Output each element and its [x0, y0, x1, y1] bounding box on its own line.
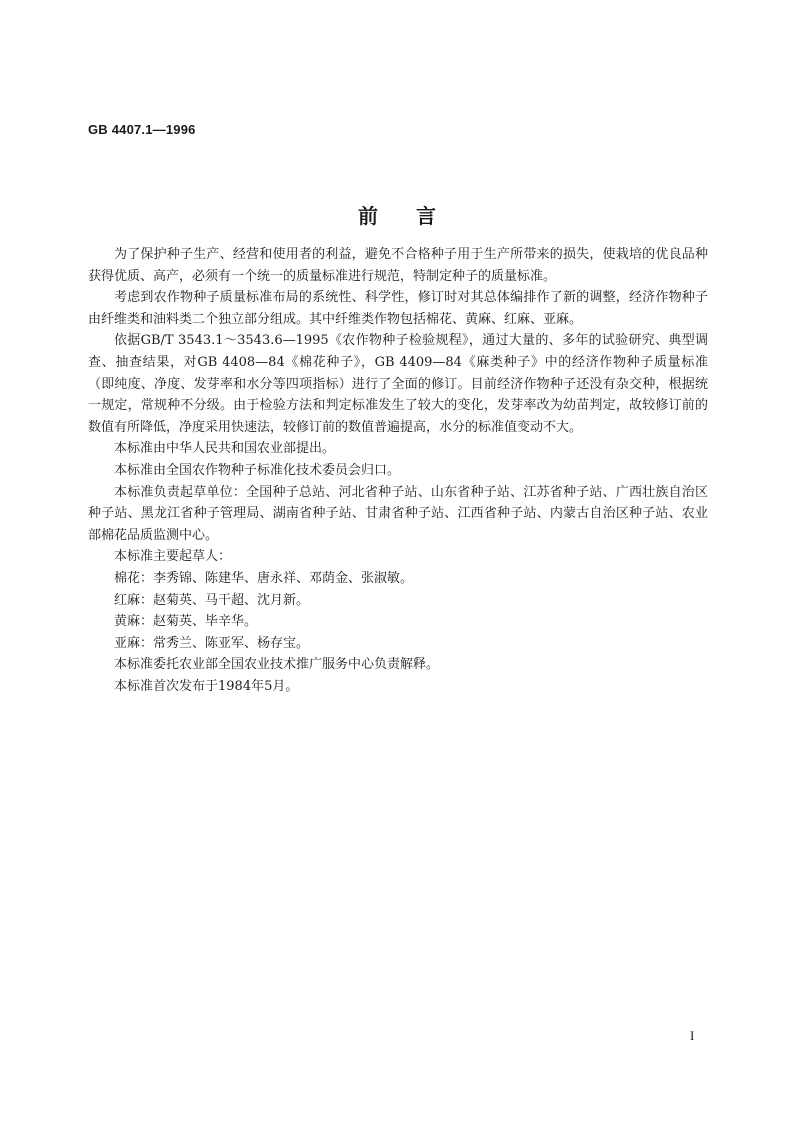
paragraph-basis: 依据GB/T 3543.1～3543.6—1995《农作物种子检验规程》，通过大量的、多年的试验研究、典型调查、抽查结果，对GB 4408—84《棉花种子》，GB 4409—84《麻类种子》中的经济作物种子质量标准（即纯度、净度、发芽率和水分等四项指标）进行了全面的修订。目前经济作物种子还没有杂交种，根据统一规定，常规种不分级。由于检验方法和判定标准发生了较大的变化，发芽率改为幼苗判定，故较修订前的数值有所降低，净度采用快速法，较修订前的数值普遍提高，水分的标准值变动不大。: [88, 333, 708, 435]
paragraph-drafters-flax: 亚麻：常秀兰、陈亚军、杨存宝。: [114, 635, 310, 651]
paragraph-drafters-jute: 黄麻：赵菊英、毕辛华。: [114, 614, 258, 630]
document-body: [88, 244, 708, 697]
paragraph-drafting-units: 本标准负责起草单位：全国种子总站、河北省种子站、山东省种子站、江苏省种子站、广西壮族自治区种子站、黑龙江省种子管理局、湖南省种子站、甘肃省种子站、江西省种子站、内蒙古自治区种子站、农业部棉花品质监测中心。: [88, 484, 708, 543]
page-title: 前言: [358, 204, 474, 228]
paragraph-drafters-cotton: 棉花：李秀锦、陈建华、唐永祥、邓荫金、张淑敏。: [114, 570, 414, 586]
page-number: I: [690, 1028, 695, 1043]
paragraph-first-issued: 本标准首次发布于1984年5月。: [114, 678, 299, 694]
paragraph-centralized-by: 本标准由全国农作物种子标准化技术委员会归口。: [114, 462, 401, 478]
paragraph-proposed-by: 本标准由中华人民共和国农业部提出。: [114, 441, 336, 457]
paragraph-interpretation: 本标准委托农业部全国农业技术推广服务中心负责解释。: [114, 657, 440, 673]
paragraph-structure: 考虑到农作物种子质量标准布局的系统性、科学性，修订时对其总体编排作了新的调整，经济作物种子由纤维类和油料类二个独立部分组成。其中纤维类作物包括棉花、黄麻、红麻、亚麻。: [88, 290, 708, 327]
paragraph-purpose: 为了保护种子生产、经营和使用者的利益，避免不合格种子用于生产所带来的损失，使栽培的优良品种获得优质、高产，必须有一个统一的质量标准进行规范，特制定种子的质量标准。: [88, 247, 708, 284]
standard-code: GB 4407.1—1996: [88, 122, 196, 137]
paragraph-main-drafters: 本标准主要起草人：: [114, 549, 232, 565]
paragraph-drafters-kenaf: 红麻：赵菊英、马干超、沈月新。: [114, 592, 310, 608]
